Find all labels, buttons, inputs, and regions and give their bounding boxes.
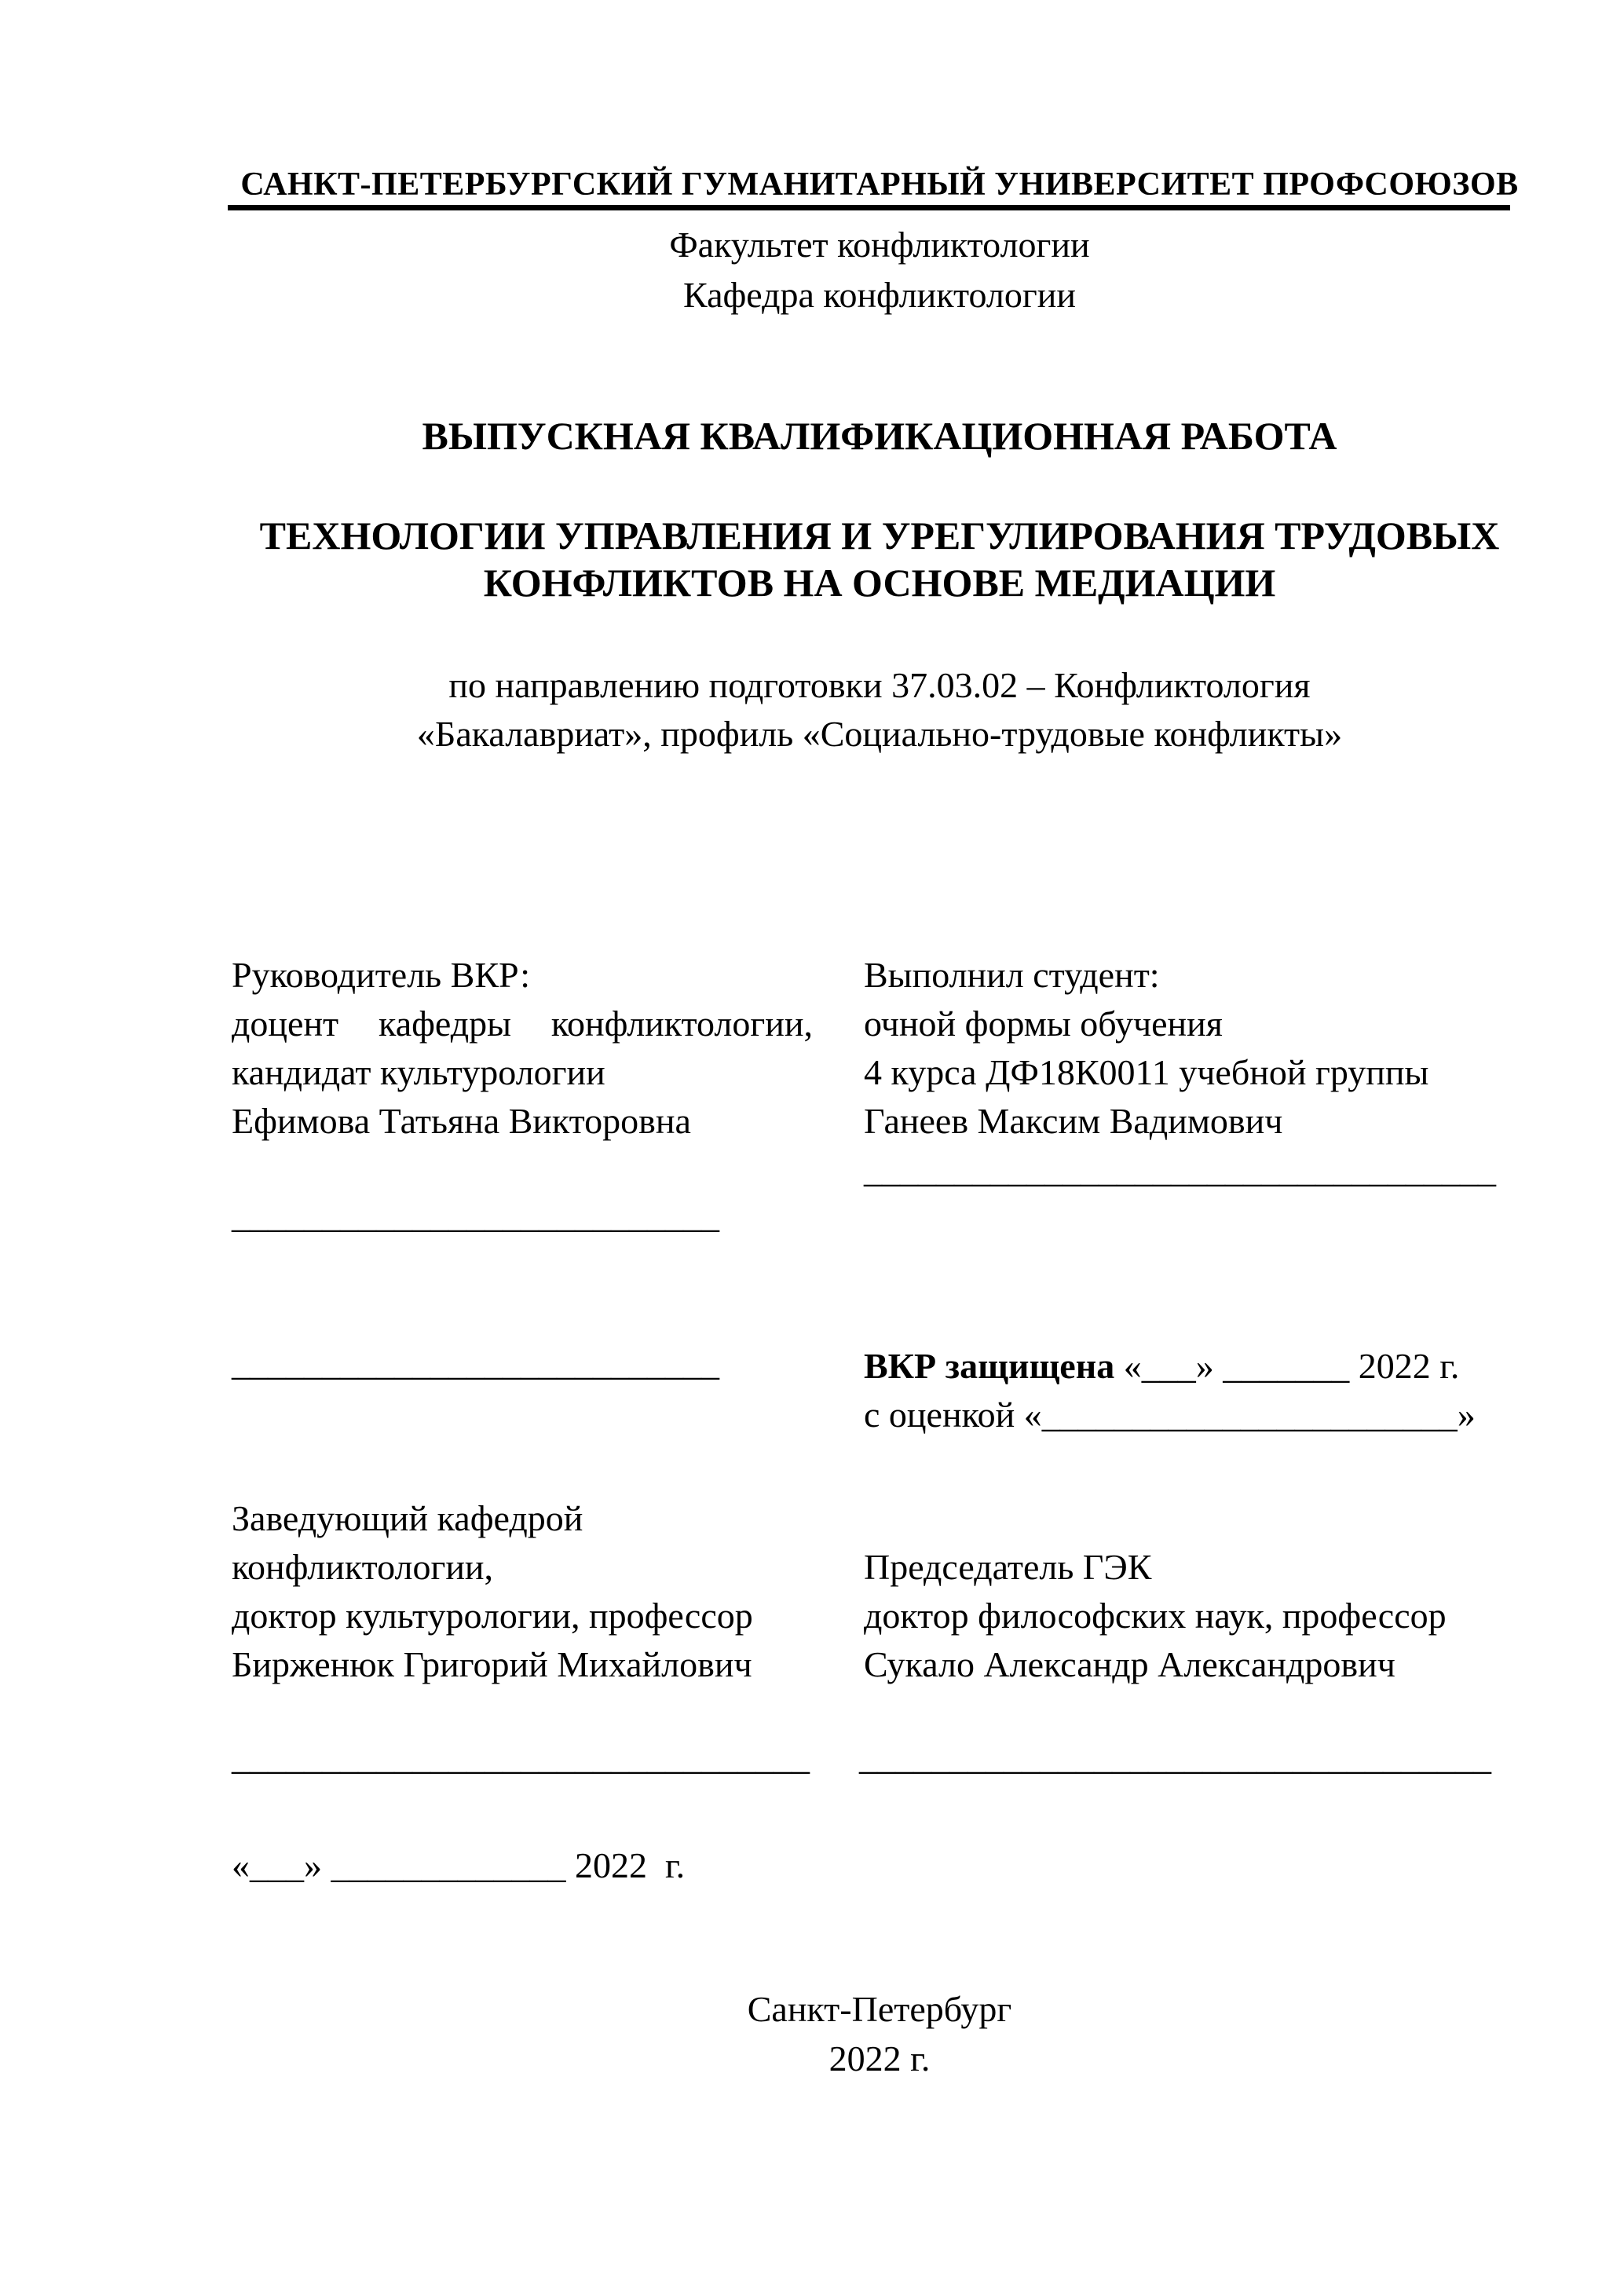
student-group: 4 курса ДФ18К0011 учебной группы bbox=[864, 1052, 1429, 1092]
department-head-title-line1: Заведующий кафедрой bbox=[232, 1498, 583, 1538]
student-name: Ганеев Максим Вадимович bbox=[864, 1101, 1283, 1141]
supervisor-name: Ефимова Татьяна Викторовна bbox=[232, 1101, 691, 1141]
student-study-form: очной формы обучения bbox=[864, 1004, 1223, 1044]
department-head-signature-line: ________________________________ bbox=[232, 1737, 810, 1777]
chairman-degree: доктор философских наук, профессор bbox=[864, 1596, 1447, 1636]
student-signature-line: ___________________________________ bbox=[864, 1150, 1496, 1190]
faculty-name: Факультет конфликтологии bbox=[669, 225, 1090, 265]
thesis-title-line2: КОНФЛИКТОВ НА ОСНОВЕ МЕДИАЦИИ bbox=[483, 561, 1276, 605]
thesis-title bbox=[232, 512, 1527, 606]
supervisor-signature-line-1: ___________________________ bbox=[232, 1195, 719, 1235]
chairman-signature-line: ___________________________________ bbox=[859, 1737, 1491, 1777]
footer-city-year bbox=[232, 1984, 1527, 2083]
supervisor-label: Руководитель ВКР: bbox=[232, 955, 531, 995]
department-head-block bbox=[232, 1494, 844, 1689]
defense-status-label: ВКР защищена bbox=[864, 1346, 1115, 1386]
defense-block bbox=[864, 1342, 1555, 1439]
supervisor-position-line2: кандидат культурологии bbox=[232, 1052, 605, 1092]
chairman-block bbox=[864, 1543, 1555, 1689]
program-profile: «Бакалавриат», профиль «Социально-трудовые конфликты» bbox=[416, 714, 1343, 754]
work-type-heading: ВЫПУСКНАЯ КВАЛИФИКАЦИОННАЯ РАБОТА bbox=[422, 414, 1337, 458]
university-name: САНКТ-ПЕТЕРБУРГСКИЙ ГУМАНИТАРНЫЙ УНИВЕРСИТЕТ ПРОФСОЮЗОВ bbox=[240, 166, 1519, 203]
defense-status-line bbox=[864, 1342, 1555, 1391]
defense-grade-line: с оценкой «_______________________» bbox=[864, 1395, 1476, 1435]
footer-city: Санкт-Петербург bbox=[747, 1989, 1012, 2029]
supervisor-position-line1: доцент кафедры конфликтологии, bbox=[232, 1004, 813, 1044]
header-subunits bbox=[232, 220, 1527, 320]
footer-year: 2022 г. bbox=[828, 2038, 931, 2078]
thesis-title-line1: ТЕХНОЛОГИИ УПРАВЛЕНИЯ И УРЕГУЛИРОВАНИЯ ТРУДОВЫХ bbox=[259, 514, 1500, 558]
header-rule bbox=[228, 205, 1510, 210]
department-head-degree: доктор культурологии, профессор bbox=[232, 1596, 753, 1636]
approval-date-line: «___» _____________ 2022 г. bbox=[232, 1845, 686, 1885]
student-label: Выполнил студент: bbox=[864, 955, 1160, 995]
supervisor-signature-line-2: ___________________________ bbox=[232, 1343, 719, 1383]
chairman-name: Сукало Александр Александрович bbox=[864, 1644, 1395, 1684]
defense-status-date-blank: «___» _______ 2022 г. bbox=[1114, 1346, 1460, 1386]
student-block bbox=[864, 951, 1539, 1194]
chairman-label: Председатель ГЭК bbox=[864, 1547, 1152, 1587]
department-head-title-line2: конфликтологии, bbox=[232, 1547, 494, 1587]
supervisor-block bbox=[232, 951, 813, 1146]
program-direction: по направлению подготовки 37.03.02 – Конфликтология bbox=[448, 665, 1311, 705]
department-head-name: Бирженюк Григорий Михайлович bbox=[232, 1644, 752, 1684]
program-info bbox=[232, 661, 1527, 759]
department-name: Кафедра конфликтологии bbox=[683, 275, 1076, 315]
